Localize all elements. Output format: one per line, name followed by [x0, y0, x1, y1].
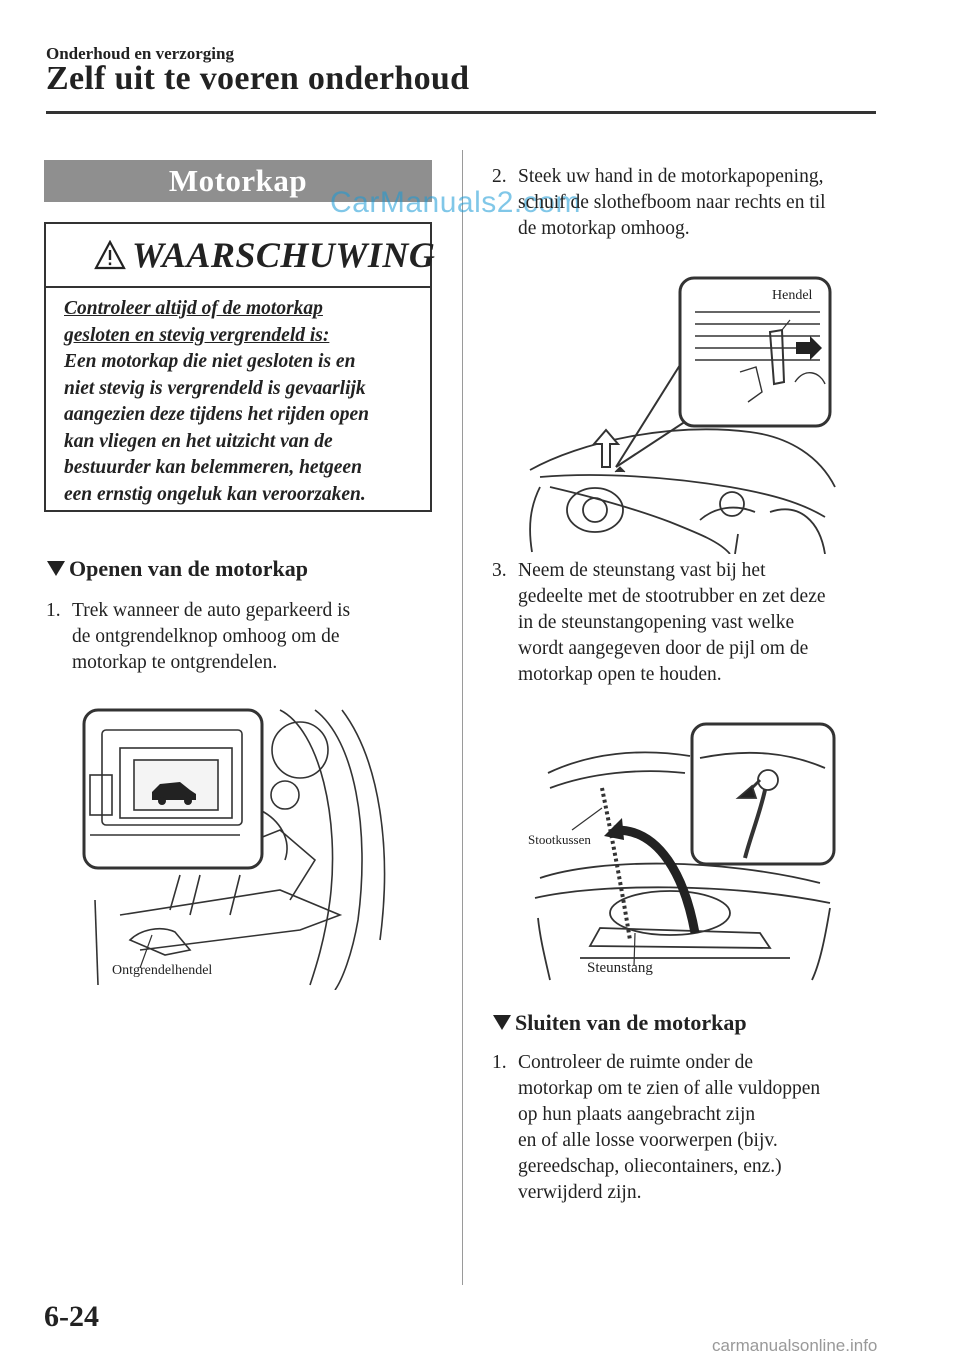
warning-text	[64, 296, 424, 508]
watermark: CarManuals2.com	[330, 186, 581, 219]
lever-label: Hendel	[772, 288, 813, 303]
warning-lead-1: Controleer altijd of de motorkap	[64, 298, 323, 319]
release-lever-figure	[80, 700, 400, 990]
step-line: de ontgrendelknop omhoog om de	[72, 626, 340, 647]
step-number: 2.	[492, 166, 507, 187]
hood-latch-figure	[520, 272, 840, 554]
section-triangle-icon	[492, 1013, 512, 1031]
step-line: in de steunstangopening vast welke	[518, 612, 795, 633]
opening-step-2	[492, 164, 892, 242]
warning-line-1: Een motorkap die niet gesloten is en	[64, 351, 356, 372]
step-line: motorkap te ontgrendelen.	[72, 652, 278, 673]
support-rod-figure	[520, 718, 840, 988]
step-line: gereedschap, oliecontainers, enz.)	[518, 1156, 782, 1177]
header-rule	[46, 111, 876, 114]
warning-box	[44, 222, 436, 512]
step-number: 3.	[492, 560, 507, 581]
chapter-label: Onderhoud en verzorging	[46, 44, 234, 63]
support-rod-label: Steunstang	[587, 960, 653, 976]
step-line: gedeelte met de stootrubber en zet deze	[518, 586, 826, 607]
closing-step-1	[492, 1050, 892, 1206]
step-line: motorkap om te zien of alle vuldoppen	[518, 1078, 821, 1099]
step-line: Steek uw hand in de motorkapopening,	[518, 166, 824, 187]
warning-line-5: bestuurder kan belemmeren, hetgeen	[64, 457, 362, 478]
warning-line-4: kan vliegen en het uitzicht van de	[64, 430, 333, 452]
page-number: 6-24	[44, 1300, 99, 1333]
step-number: 1.	[46, 600, 61, 621]
closing-heading	[492, 1010, 747, 1036]
step-number: 1.	[492, 1052, 507, 1073]
warning-icon	[94, 240, 126, 270]
step-line: wordt aangegeven door de pijl om de	[518, 638, 809, 659]
section-title: Motorkap	[44, 160, 432, 202]
closing-heading-text: Sluiten van de motorkap	[515, 1010, 747, 1035]
opening-step-3	[492, 558, 892, 688]
warning-header	[46, 224, 436, 288]
step-line: Neem de steunstang vast bij het	[518, 560, 766, 581]
opening-step-1	[46, 598, 446, 676]
page-title: Zelf uit te voeren onderhoud	[46, 60, 470, 97]
footer-brand: carmanualsonline.info	[712, 1336, 878, 1355]
step-line: motorkap open te houden.	[518, 664, 722, 685]
step-line: schuif de slothefboom naar rechts en til	[518, 192, 826, 213]
step-line: verwijderd zijn.	[518, 1182, 642, 1203]
release-lever-label: Ontgrendelhendel	[112, 963, 213, 978]
opening-heading	[46, 556, 308, 582]
warning-line-6: een ernstig ongeluk kan veroorzaken.	[64, 483, 366, 505]
step-line: Trek wanneer de auto geparkeerd is	[72, 600, 351, 621]
step-line: en of alle losse voorwerpen (bijv.	[518, 1130, 778, 1151]
warning-title: WAARSCHUWING	[132, 235, 436, 275]
warning-line-2: niet stevig is vergrendeld is gevaarlijk	[64, 377, 366, 399]
bumper-label: Stootkussen	[528, 832, 591, 847]
opening-heading-text: Openen van de motorkap	[69, 556, 308, 581]
warning-line-3: aangezien deze tijdens het rijden open	[64, 404, 369, 425]
column-divider	[462, 150, 463, 1285]
warning-lead-2: gesloten en stevig vergrendeld is:	[64, 324, 330, 346]
step-line: Controleer de ruimte onder de	[518, 1052, 753, 1073]
step-line: de motorkap omhoog.	[518, 218, 690, 239]
section-triangle-icon	[46, 559, 66, 577]
step-line: op hun plaats aangebracht zijn	[518, 1104, 756, 1125]
